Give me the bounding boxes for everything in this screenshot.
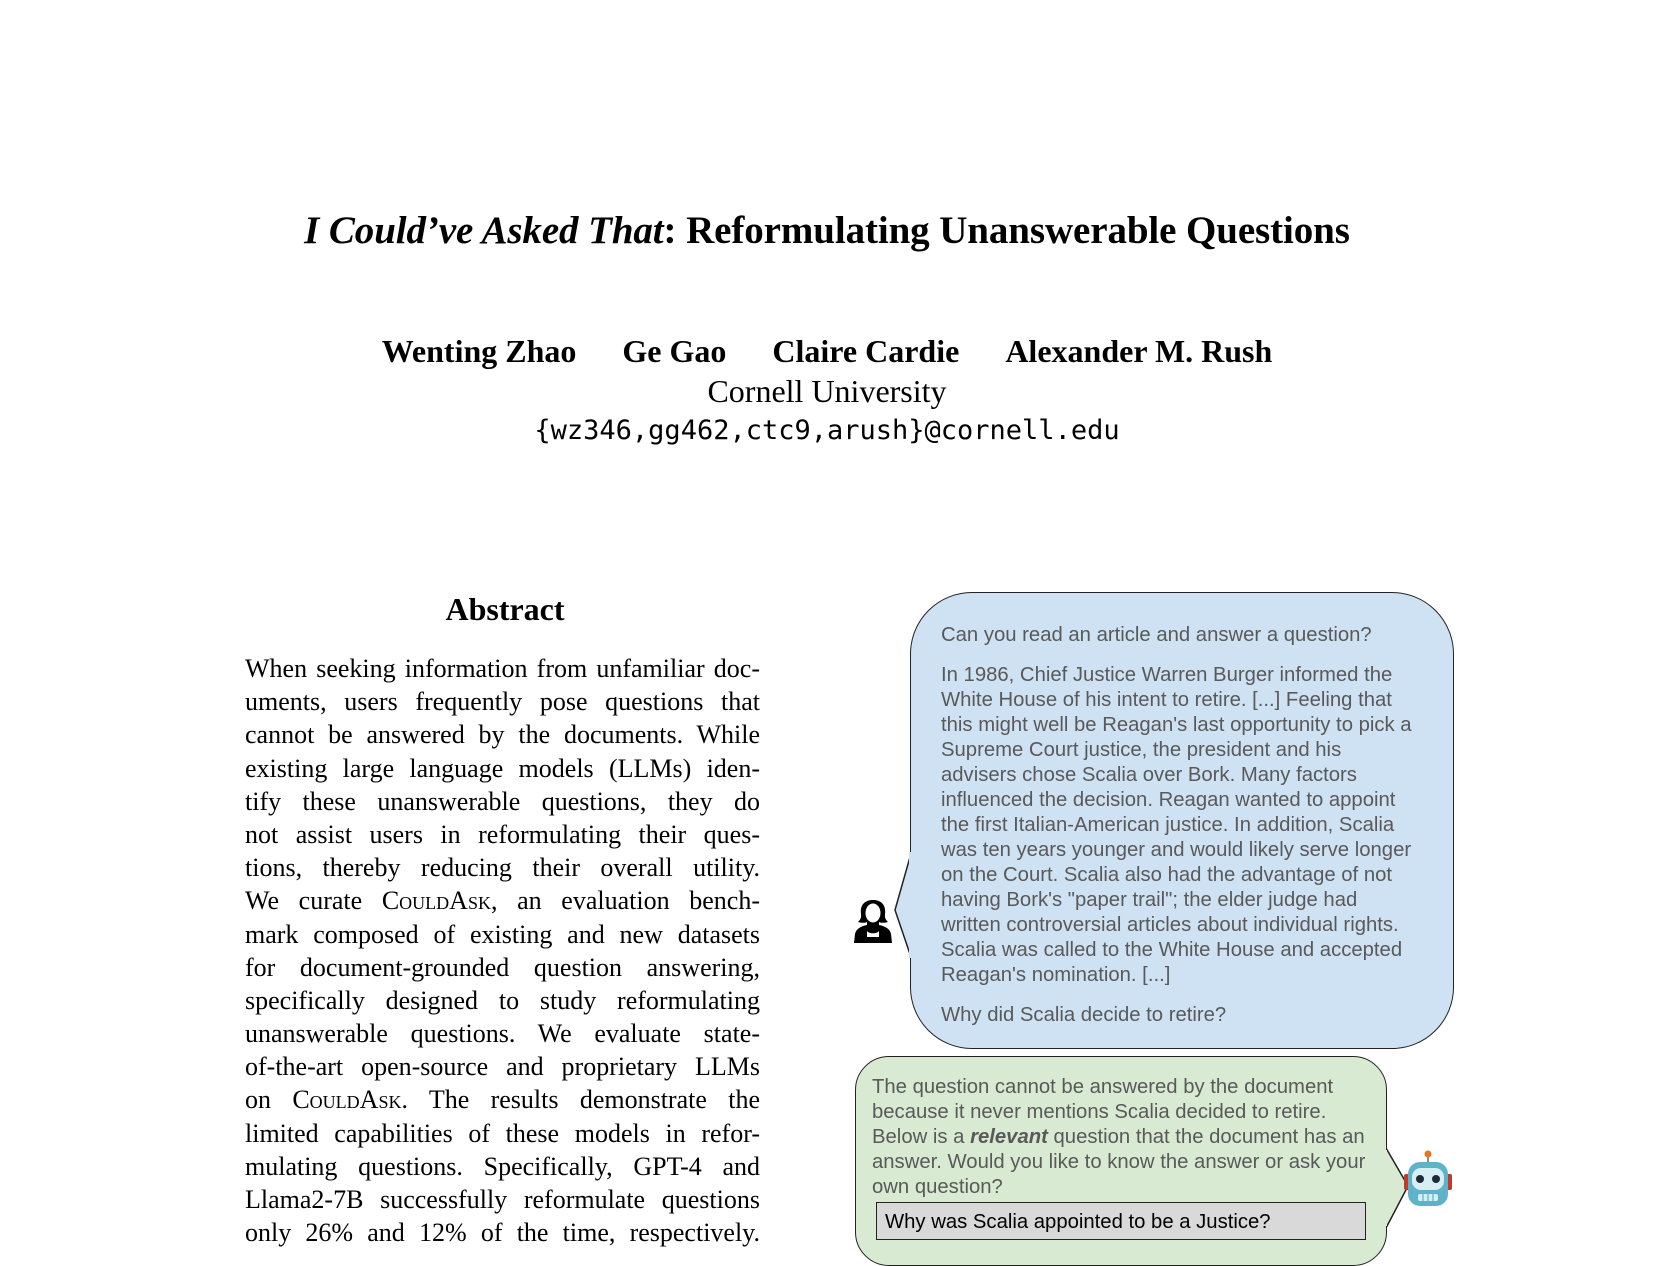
abstract-heading: Abstract (445, 591, 565, 627)
user-bubble-tail-cover (909, 852, 915, 958)
article-text: In 1986, Chief Justice Warren Burger informed the White House of his intent to retire. [...] Feeling that this might well be Reagan's last opportunity to pick a Supreme Court justice, the president and his advisers chose Scalia over Bork. Many factors influenced the decision. Reagan wanted to appoint the first Italian-American justice. In addition, Scalia was ten years younger and would likely serve longer on the Court. Scalia also had the advantage of not having Bork's "paper trail"; the elder judge had written controversial articles about individual rights. Scalia was called to the White House and accepted Reagan's nomination. [...] (941, 664, 1412, 986)
abstract-line: limited capabilities of these models in refor- (245, 1118, 760, 1148)
abstract-line: unanswerable questions. We evaluate state- (245, 1019, 760, 1049)
reformulated-question-box: Why was Scalia appointed to be a Justice? (876, 1202, 1366, 1240)
text-segment: , an evaluation bench- (490, 886, 761, 916)
abstract-line (245, 884, 760, 917)
bot-message-bubble (855, 1056, 1387, 1266)
emphasis-relevant: relevant (970, 1126, 1048, 1148)
author: Ge Gao (622, 333, 727, 369)
text-segment: . The results demonstrate the (401, 1085, 760, 1115)
abstract-line: cannot be answered by the documents. While (245, 720, 760, 750)
abstract-line: for document-grounded question answering, (245, 952, 760, 982)
abstract-line: only 26% and 12% of the time, respectively. (245, 1218, 760, 1248)
bot-response (872, 1075, 1366, 1200)
paper-title (0, 208, 1654, 253)
abstract-line: not assist users in reformulating their ques- (245, 819, 760, 849)
abstract-line: uments, users frequently pose questions that (245, 687, 760, 717)
abstract-line: When seeking information from unfamiliar doc- (245, 654, 760, 683)
author: Claire Cardie (772, 333, 960, 369)
affiliation: Cornell University (707, 373, 947, 409)
abstract-line: of-the-art open-source and proprietary LLMs (245, 1052, 760, 1082)
abstract-body (245, 652, 760, 1249)
abstract-line: tify these unanswerable questions, they do (245, 786, 760, 816)
user-question: Why did Scalia decide to retire? (941, 1004, 1227, 1026)
bot-bubble-tail-cover (1381, 1150, 1387, 1226)
user-message-bubble (910, 592, 1454, 1049)
title-rest: : Reformulating Unanswerable Questions (663, 209, 1350, 252)
abstract-line: mulating questions. Specifically, GPT-4 and (245, 1151, 760, 1181)
abstract-line: specifically designed to study reformulating (245, 985, 760, 1015)
robot-icon (1402, 1150, 1454, 1208)
author: Wenting Zhao (381, 333, 577, 369)
user-prompt: Can you read an article and answer a question? (941, 624, 1372, 646)
text-segment: We curate (245, 886, 382, 916)
title-italic: I Could’ve Asked That (304, 209, 664, 252)
benchmark-name: CouldAsk (381, 886, 491, 916)
author-emails: {wz346,gg462,ctc9,arush}@cornell.edu (534, 415, 1120, 446)
abstract-line (245, 1083, 760, 1116)
text-segment: on (245, 1085, 293, 1115)
abstract-line: tions, thereby reducing their overall utility. (245, 853, 760, 883)
benchmark-name: CouldAsk (292, 1085, 402, 1115)
bot-text: The question cannot be answered by the document because it never mentions Scalia decided to retire. Below is a (872, 1076, 1334, 1148)
author: Alexander M. Rush (1005, 333, 1273, 369)
author-list (0, 333, 1654, 370)
abstract-line: mark composed of existing and new datasets (245, 919, 760, 949)
person-icon (853, 898, 893, 944)
abstract-line: Llama2-7B successfully reformulate questions (245, 1185, 760, 1214)
abstract-line: existing large language models (LLMs) iden- (245, 753, 760, 783)
bot-text: question that the document has an answer. Would you like to know the answer or ask your own question? (872, 1126, 1366, 1198)
